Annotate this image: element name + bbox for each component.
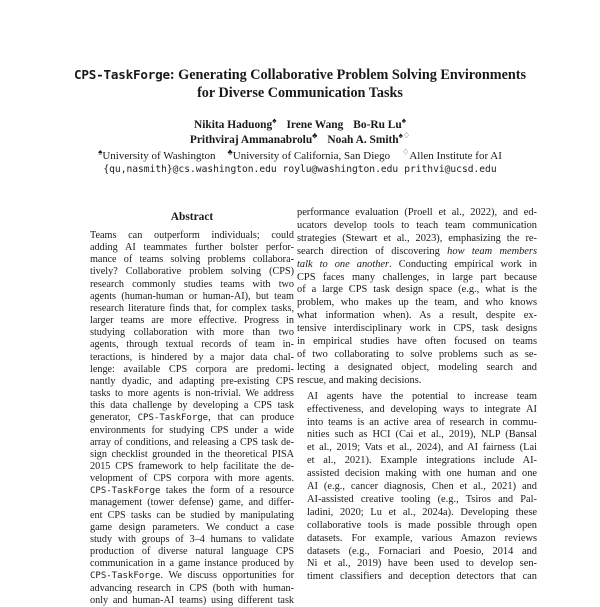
abstract-line: communication in a game instance produced by [90,558,294,570]
body-line: performance evaluation (Proell et al., 2022), and ed- [297,207,537,218]
body-line: problem, who makes up the team, and who knows [297,297,537,309]
body-line: AI-assisted creative tooling (e.g., Tsiros and Pal- [307,493,537,505]
body-line: ucators develop tools to teach team communication [297,219,537,231]
title-line-1: CPS-TaskForge: Generating Collaborative Problem Solving Environments [73,67,527,83]
abstract-line: CPS-TaskForge. We discuss opportunities for [90,570,294,582]
abstract-line: 2015 CPS framework to help facilitate the de- [90,460,294,472]
body-line: in empirical studies have often focused on teams [297,336,537,348]
body-line: ladini, 2020; Lu et al., 2024a). Developing these [307,506,537,518]
body-line: nities such as HCI (Cai et al., 2019), NLP (Bansal [307,429,537,441]
emphasis: talk to one another [297,258,390,270]
abstract-line: agents (human-human or human-AI), but team [90,290,294,302]
body-line: search direction of discovering how team members [297,245,537,257]
author-email: prithvi@ucsd.edu [404,164,497,175]
abstract-line: study with groups of 3–4 humans to validate [90,533,294,545]
abstract-line: research commonly studies teams with two [90,278,294,290]
abstract-line: mance of teams solving problems collabora- [90,254,294,266]
paper-title [0,66,600,102]
affiliations [0,149,600,163]
body-line: et al., 2019; Vats et al., 2024), and AI fairness (Lai [307,442,537,454]
abstract-line: tasks to more agents is non-trivial. We address [90,388,294,400]
affiliation-mark: ♣ [312,130,318,140]
affiliation: ♣University of California, San Diego [227,147,391,162]
abstract-line: sign checklist grounded in the theoretical PISA [90,448,294,460]
abstract-line: this data challenge by developing a CPS task [90,400,294,412]
body-line: strategies (Stewart et al., 2023), emphasizing the re- [297,232,537,244]
abstract-line: environments for studying CPS under a wide [90,424,294,436]
affiliation-mark: ♠ [272,116,277,126]
abstract-heading: Abstract [170,211,214,223]
abstract-line: ent CPS tasks can be studied by manipulating [90,509,294,521]
email-list [0,163,600,177]
intro-body-right-column [297,207,537,584]
body-line: talk to one another. Conducting empirical work in [297,258,537,270]
body-line: et al., 2021). Example integrations include AI- [307,455,537,467]
body-line: lecting a designated object, modeling search and [297,361,537,373]
author-name: Bo-Ru Lu♠ [353,116,406,131]
abstract-line: nantly dyadic, and adapting pre-existing CPS [90,375,294,387]
author-list [0,118,600,147]
abstract-line: CPS-TaskForge takes the form of a resource [90,485,294,497]
abstract-line: lenge: available CPS corpora are predomi- [90,363,294,375]
body-line: effectiveness, and developing ways to integrate AI [307,403,537,415]
abstract-line: velopment of CPS corpora with more agents. [90,473,294,485]
author-name: Prithviraj Ammanabrolu♣ [189,130,318,146]
affiliation: ♢Allen Institute for AI [402,147,502,162]
author-name: Nikita Haduong♠ [194,116,277,131]
abstract-line: studying collaboration with more than two [90,327,294,339]
author-name: Irene Wang [286,119,344,131]
abstract-line: teractions, is hindered by a major data chal- [90,351,294,363]
body-line: of a large CPS task design space (e.g., what is the [297,284,537,296]
author-email: roylu@washington.edu [282,164,399,175]
body-line: AI (e.g., cancer diagnosis, Chen et al., 2021) and [307,481,537,493]
body-line: of two collaborating to solve problems such as se- [297,348,537,360]
affiliation: ♠University of Washington [98,147,216,162]
affiliation-mark: ♣ [227,147,233,157]
affiliation-mark: ♠♢ [398,130,411,140]
affiliation-mark: ♠ [401,116,406,126]
body-line: collaborative tools is made possible through open [307,519,537,531]
author-name: Noah A. Smith♠♢ [327,130,411,146]
body-line: tensive interdisciplinary work in CPS, task designs [297,323,537,335]
abstract-body [90,230,294,607]
abstract-line: agents, through textual records of team in- [90,339,294,351]
paragraph [297,391,537,585]
body-line: AI agents have the potential to increase team [307,390,537,402]
body-line: datasets (e.g., Fornaciari and Poesio, 2014 and [307,545,537,557]
body-line: datasets. For example, various Amazon reviews [307,532,537,544]
body-line: assisted decision making with one human and one [307,468,537,480]
author-email: {qu,nasmith}@cs.washington.edu [103,164,277,175]
abstract-line: research literature finds that, for complex tasks, [90,302,294,314]
author-row-2 [0,130,600,148]
body-line: timent classifiers and deception detectors that can [307,571,537,583]
abstract-line: Teams can outperform individuals; could [90,230,294,241]
body-line: into teams is an active area of research in commu- [307,416,537,428]
title-line-2: for Diverse Communication Tasks [197,85,403,101]
system-name: CPS-TaskForge [73,67,170,82]
abstract-line: management (tower defense) game, and differ- [90,497,294,509]
abstract-line: generator, CPS-TaskForge, that can produce [90,412,294,424]
abstract-line: game design parameters. We conduct a case [90,521,294,533]
paragraph [297,207,537,388]
emphasis: how team members [447,245,537,257]
abstract-line: adding AI teammates further bolster perfor- [90,242,294,254]
author-row-1 [0,118,600,133]
body-line: CPS faces many challenges, in large part because [297,271,537,283]
system-name: CPS-TaskForge [137,413,209,424]
affiliation-mark: ♢ [402,147,410,157]
affiliation-mark: ♠ [98,147,103,157]
abstract-line: only and human-AI teams) using different task [90,594,294,606]
body-line: what information when). As a result, despite ex- [297,310,537,322]
system-name: CPS-TaskForge [90,486,161,497]
abstract-line: array of conditions, and releasing a CPS task de- [90,436,294,448]
abstract-line: tively? Collaborative problem solving (CPS) [90,266,294,278]
body-line: Ni et al., 2019) have been used to develop sen- [307,558,537,570]
abstract-line: larger teams are more effective. Progress in [90,315,294,327]
abstract-line: production of diverse natural language CPS [90,546,294,558]
abstract-line: advancing research in CPS (both with human- [90,582,294,594]
system-name: CPS-TaskForge [90,571,161,582]
body-line: rescue, and making decisions. [297,374,422,386]
